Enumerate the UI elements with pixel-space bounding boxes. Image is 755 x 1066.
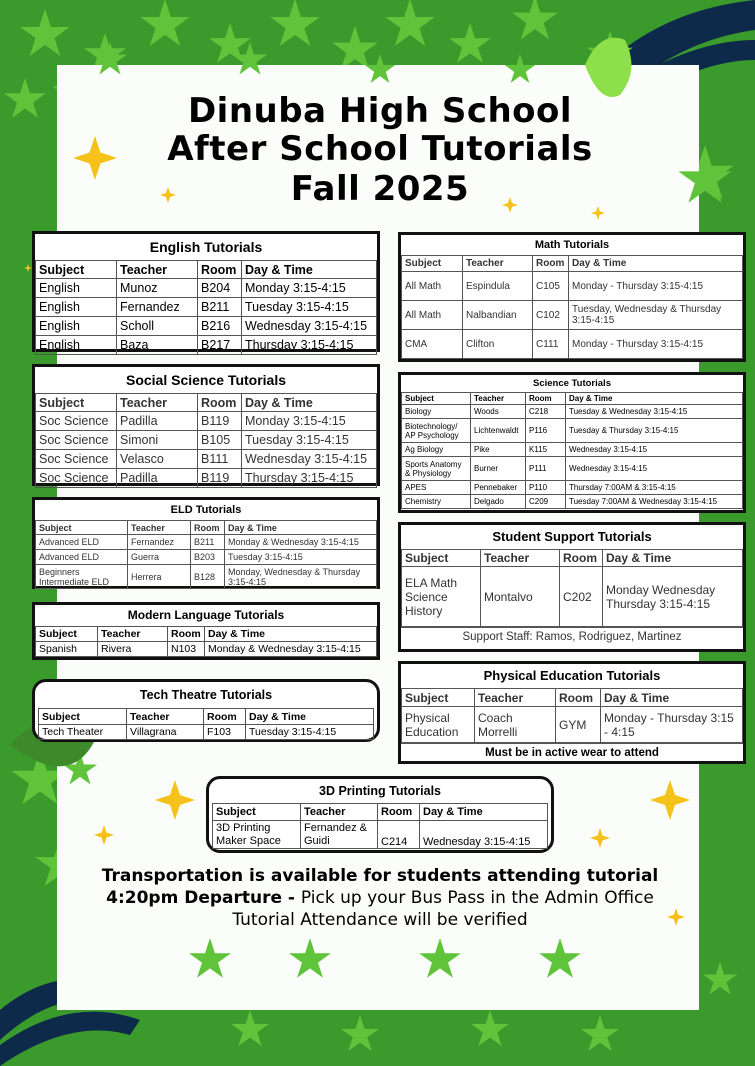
teacher-cell: Espindula <box>463 272 533 301</box>
title-line-1: Dinuba High School <box>187 91 573 131</box>
room-cell: C202 <box>560 567 603 627</box>
pe-tutorials-box <box>398 661 746 764</box>
teacher-cell: Padilla <box>117 469 198 488</box>
teacher-cell: Herrera <box>128 565 191 589</box>
modern-language-table <box>35 626 377 657</box>
subject-cell: Beginners Intermediate ELD <box>36 565 128 589</box>
attendance-notice: Tutorial Attendance will be verified <box>232 910 528 930</box>
header-subject: Subject <box>36 627 98 642</box>
room-cell: B203 <box>191 550 225 565</box>
pe-header-row <box>402 689 743 707</box>
room-cell: C105 <box>533 272 569 301</box>
table-row <box>36 298 377 317</box>
room-cell: C111 <box>533 330 569 359</box>
science-table <box>401 392 743 509</box>
teacher-cell: Pennebaker <box>471 481 526 495</box>
transportation-notice: Transportation is available for students attending tutorial <box>101 866 659 886</box>
teacher-cell: Velasco <box>117 450 198 469</box>
subject-cell: Advanced ELD <box>36 535 128 550</box>
day-time-cell: Tuesday 7:00AM & Wednesday 3:15-4:15 <box>566 495 743 509</box>
modern-language-title: Modern Language Tutorials <box>127 608 285 622</box>
table-row <box>402 419 743 443</box>
table-row <box>36 642 377 657</box>
room-cell: B211 <box>198 298 242 317</box>
subject-cell: All Math <box>402 272 463 301</box>
table-row <box>36 279 377 298</box>
subject-cell: All Math <box>402 301 463 330</box>
math-table <box>401 255 743 359</box>
printing-title: 3D Printing Tutorials <box>319 784 441 798</box>
header-room: Room <box>198 394 242 412</box>
science-tutorials-box <box>398 372 746 513</box>
support-staff: Support Staff: Ramos, Rodriguez, Martinez <box>401 627 743 646</box>
header-day-time: Day & Time <box>603 550 743 567</box>
table-row <box>39 725 374 740</box>
student-support-table <box>401 549 743 627</box>
printing-tutorials-box <box>206 776 554 853</box>
header-teacher: Teacher <box>301 804 378 821</box>
teacher-cell: Nalbandian <box>463 301 533 330</box>
teacher-cell: Fernandez <box>128 535 191 550</box>
table-row <box>402 481 743 495</box>
social-science-tutorials-box <box>32 364 380 486</box>
day-time-cell: Wednesday 3:15-4:15 <box>566 443 743 457</box>
teacher-cell: Fernandez <box>117 298 198 317</box>
english-tutorials-box <box>32 231 380 352</box>
teacher-cell: Montalvo <box>481 567 560 627</box>
room-cell: B105 <box>198 431 242 450</box>
science-title: Science Tutorials <box>533 378 611 389</box>
eld-header-row <box>36 521 377 535</box>
subject-cell: Ag Biology <box>402 443 471 457</box>
table-row <box>402 272 743 301</box>
subject-cell: CMA <box>402 330 463 359</box>
subject-cell: Soc Science <box>36 431 117 450</box>
room-cell: B119 <box>198 469 242 488</box>
day-time-cell: Wednesday 3:15-4:15 <box>242 317 377 336</box>
departure-time: 4:20pm Departure - <box>106 888 301 908</box>
teacher-cell: Villagrana <box>127 725 204 740</box>
day-time-cell: Tuesday, Wednesday & Thursday 3:15-4:15 <box>569 301 743 330</box>
day-time-cell: Wednesday 3:15-4:15 <box>242 450 377 469</box>
header-subject: Subject <box>402 256 463 272</box>
header-teacher: Teacher <box>98 627 168 642</box>
day-time-cell: Wednesday 3:15-4:15 <box>566 457 743 481</box>
teacher-cell: Scholl <box>117 317 198 336</box>
table-row <box>213 821 548 849</box>
title-line-2: After School Tutorials <box>167 129 593 169</box>
header-teacher: Teacher <box>481 550 560 567</box>
day-time-cell: Thursday 3:15-4:15 <box>242 469 377 488</box>
day-time-cell: Monday 3:15-4:15 <box>242 412 377 431</box>
teacher-cell: Woods <box>471 405 526 419</box>
room-cell: C214 <box>378 821 420 849</box>
table-row <box>402 443 743 457</box>
day-time-cell: Monday & Wednesday 3:15-4:15 <box>205 642 377 657</box>
day-time-cell: Wednesday 3:15-4:15 <box>420 821 548 849</box>
math-header-row <box>402 256 743 272</box>
tech-theatre-title: Tech Theatre Tutorials <box>139 688 273 702</box>
eld-tutorials-box <box>32 497 380 589</box>
subject-cell: ELA Math Science History <box>402 567 481 627</box>
header-room: Room <box>168 627 205 642</box>
teacher-cell: Simoni <box>117 431 198 450</box>
teacher-cell: Burner <box>471 457 526 481</box>
science-header-row <box>402 393 743 405</box>
room-cell: B111 <box>198 450 242 469</box>
room-cell: K115 <box>526 443 566 457</box>
table-row <box>402 330 743 359</box>
table-row <box>402 707 743 743</box>
table-row <box>36 450 377 469</box>
subject-cell: Soc Science <box>36 412 117 431</box>
header-room: Room <box>560 550 603 567</box>
room-cell: B204 <box>198 279 242 298</box>
english-header-row <box>36 261 377 279</box>
pe-table <box>401 688 743 743</box>
subject-cell: Biotechnology/ AP Psychology <box>402 419 471 443</box>
day-time-cell: Monday 3:15-4:15 <box>242 279 377 298</box>
room-cell: B217 <box>198 336 242 355</box>
printing-header-row <box>213 804 548 821</box>
table-row <box>402 405 743 419</box>
subject-cell: Tech Theater <box>39 725 127 740</box>
subject-cell: Chemistry <box>402 495 471 509</box>
subject-cell: Soc Science <box>36 450 117 469</box>
teacher-cell: Lichtenwaldt <box>471 419 526 443</box>
day-time-cell: Tuesday & Thursday 3:15-4:15 <box>566 419 743 443</box>
header-room: Room <box>191 521 225 535</box>
header-teacher: Teacher <box>117 394 198 412</box>
day-time-cell: Monday, Wednesday & Thursday 3:15-4:15 <box>225 565 377 589</box>
subject-cell: Biology <box>402 405 471 419</box>
table-row <box>36 412 377 431</box>
pe-title: Physical Education Tutorials <box>483 668 661 683</box>
subject-cell: APES <box>402 481 471 495</box>
social-science-table <box>35 393 377 488</box>
header-teacher: Teacher <box>117 261 198 279</box>
header-subject: Subject <box>402 393 471 405</box>
room-cell: B216 <box>198 317 242 336</box>
header-day-time: Day & Time <box>601 689 743 707</box>
student-support-header-row <box>402 550 743 567</box>
room-cell: N103 <box>168 642 205 657</box>
header-room: Room <box>378 804 420 821</box>
subject-cell: English <box>36 298 117 317</box>
table-row <box>36 565 377 589</box>
header-day-time: Day & Time <box>205 627 377 642</box>
teacher-cell: Coach Morrelli <box>475 707 556 743</box>
table-row <box>36 317 377 336</box>
social-science-header-row <box>36 394 377 412</box>
room-cell: C209 <box>526 495 566 509</box>
room-cell: P111 <box>526 457 566 481</box>
title-line-3: Fall 2025 <box>290 169 470 209</box>
bus-pass-text: Pick up your Bus Pass in the Admin Office <box>300 888 654 908</box>
teacher-cell: Clifton <box>463 330 533 359</box>
teacher-cell: Rivera <box>98 642 168 657</box>
modern-language-tutorials-box <box>32 602 380 660</box>
subject-cell: English <box>36 279 117 298</box>
day-time-cell: Tuesday & Wednesday 3:15-4:15 <box>566 405 743 419</box>
room-cell: C102 <box>533 301 569 330</box>
subject-cell: Physical Education <box>402 707 475 743</box>
teacher-cell: Munoz <box>117 279 198 298</box>
teacher-cell: Baza <box>117 336 198 355</box>
header-day-time: Day & Time <box>242 394 377 412</box>
tech-theatre-tutorials-box <box>32 679 380 742</box>
student-support-title: Student Support Tutorials <box>492 529 652 544</box>
room-cell: B128 <box>191 565 225 589</box>
room-cell: B119 <box>198 412 242 431</box>
header-teacher: Teacher <box>475 689 556 707</box>
day-time-cell: Thursday 3:15-4:15 <box>242 336 377 355</box>
subject-cell: English <box>36 317 117 336</box>
table-row <box>36 336 377 355</box>
subject-cell: Advanced ELD <box>36 550 128 565</box>
pe-note: Must be in active wear to attend <box>401 743 743 763</box>
table-row <box>402 457 743 481</box>
table-row <box>36 469 377 488</box>
room-cell: P110 <box>526 481 566 495</box>
header-day-time: Day & Time <box>242 261 377 279</box>
eld-table <box>35 520 377 589</box>
header-day-time: Day & Time <box>225 521 377 535</box>
header-day-time: Day & Time <box>566 393 743 405</box>
day-time-cell: Tuesday 3:15-4:15 <box>242 298 377 317</box>
subject-cell: Spanish <box>36 642 98 657</box>
table-row <box>402 567 743 627</box>
header-room: Room <box>204 709 246 725</box>
header-subject: Subject <box>213 804 301 821</box>
printing-table <box>212 803 548 849</box>
day-time-cell: Tuesday 3:15-4:15 <box>246 725 374 740</box>
teacher-cell: Delgado <box>471 495 526 509</box>
room-cell: P116 <box>526 419 566 443</box>
header-room: Room <box>556 689 601 707</box>
day-time-cell: Thursday 7:00AM & 3:15-4:15 <box>566 481 743 495</box>
header-room: Room <box>533 256 569 272</box>
student-support-tutorials-box <box>398 522 746 652</box>
day-time-cell: Tuesday 3:15-4:15 <box>225 550 377 565</box>
eld-title: ELD Tutorials <box>170 504 242 516</box>
english-title: English Tutorials <box>149 239 263 255</box>
header-day-time: Day & Time <box>246 709 374 725</box>
day-time-cell: Monday - Thursday 3:15 - 4:15 <box>601 707 743 743</box>
header-subject: Subject <box>402 689 475 707</box>
room-cell: C218 <box>526 405 566 419</box>
header-day-time: Day & Time <box>569 256 743 272</box>
day-time-cell: Monday - Thursday 3:15-4:15 <box>569 272 743 301</box>
subject-cell: English <box>36 336 117 355</box>
subject-cell: Soc Science <box>36 469 117 488</box>
header-room: Room <box>198 261 242 279</box>
teacher-cell: Padilla <box>117 412 198 431</box>
header-subject: Subject <box>39 709 127 725</box>
departure-line <box>60 888 700 908</box>
subject-cell: 3D Printing Maker Space <box>213 821 301 849</box>
table-row <box>402 301 743 330</box>
day-time-cell: Monday & Wednesday 3:15-4:15 <box>225 535 377 550</box>
header-subject: Subject <box>36 521 128 535</box>
day-time-cell: Monday - Thursday 3:15-4:15 <box>569 330 743 359</box>
header-teacher: Teacher <box>471 393 526 405</box>
subject-cell: Sports Anatomy & Physiology <box>402 457 471 481</box>
header-teacher: Teacher <box>463 256 533 272</box>
math-tutorials-box <box>398 232 746 362</box>
room-cell: GYM <box>556 707 601 743</box>
header-subject: Subject <box>36 394 117 412</box>
day-time-cell: Tuesday 3:15-4:15 <box>242 431 377 450</box>
tech-theatre-table <box>38 708 374 740</box>
header-teacher: Teacher <box>127 709 204 725</box>
header-day-time: Day & Time <box>420 804 548 821</box>
table-row <box>402 495 743 509</box>
teacher-cell: Guerra <box>128 550 191 565</box>
table-row <box>36 535 377 550</box>
day-time-cell: Monday Wednesday Thursday 3:15-4:15 <box>603 567 743 627</box>
teacher-cell: Fernandez & Guidi <box>301 821 378 849</box>
social-science-title: Social Science Tutorials <box>125 372 287 388</box>
modern-language-header-row <box>36 627 377 642</box>
table-row <box>36 431 377 450</box>
room-cell: B211 <box>191 535 225 550</box>
teacher-cell: Pike <box>471 443 526 457</box>
tech-theatre-header-row <box>39 709 374 725</box>
header-teacher: Teacher <box>128 521 191 535</box>
room-cell: F103 <box>204 725 246 740</box>
header-subject: Subject <box>36 261 117 279</box>
header-subject: Subject <box>402 550 481 567</box>
math-title: Math Tutorials <box>534 239 610 251</box>
table-row <box>36 550 377 565</box>
header-room: Room <box>526 393 566 405</box>
english-table <box>35 260 377 355</box>
